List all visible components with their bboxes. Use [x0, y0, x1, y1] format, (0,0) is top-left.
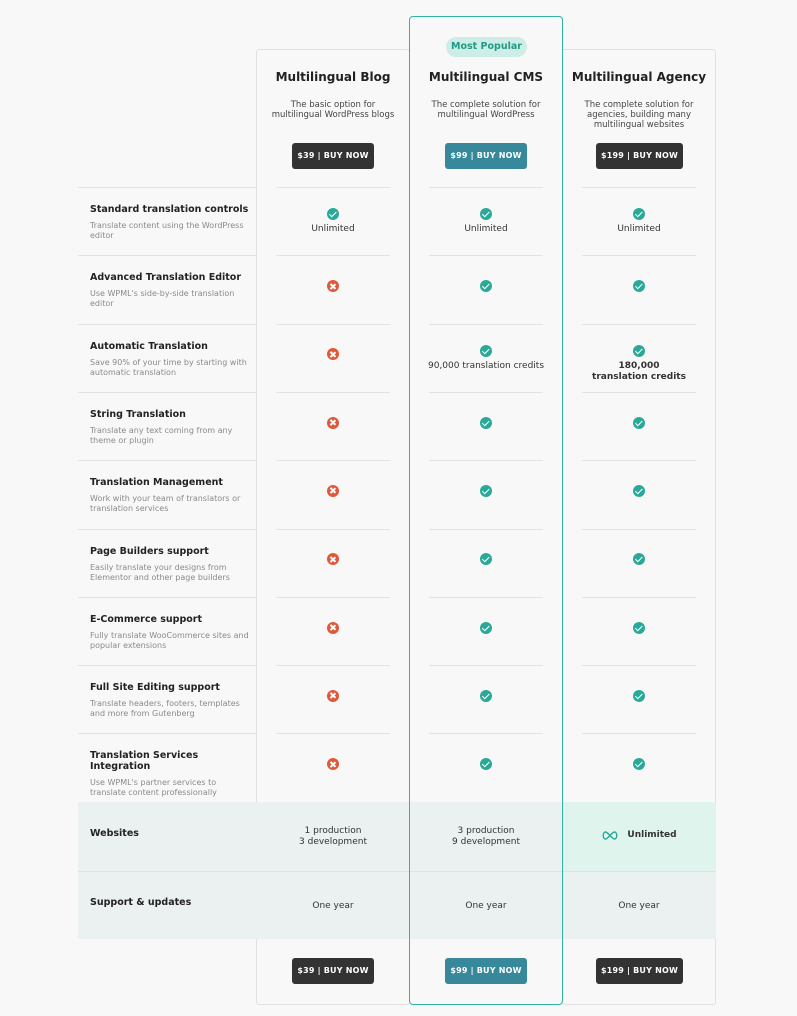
feature-cell-text: Unlimited [464, 224, 508, 234]
x-circle-icon [327, 553, 339, 565]
feature-title: Full Site Editing support [90, 682, 220, 694]
check-circle-icon [633, 208, 645, 220]
feature-label [90, 409, 250, 446]
check-circle-icon [633, 280, 645, 292]
feature-label [90, 341, 250, 378]
row-divider [78, 187, 256, 188]
feature-label [90, 614, 250, 651]
check-circle-icon [633, 622, 645, 634]
buy-button-blog-bottom[interactable]: $39 | BUY NOW [292, 958, 374, 984]
feature-label [90, 477, 250, 514]
feature-title: Standard translation controls [90, 204, 249, 215]
feature-cell [256, 553, 410, 565]
feature-cell-text: Unlimited [617, 224, 661, 234]
websites-value-cms: 3 production 9 development [452, 826, 520, 847]
row-divider [78, 733, 256, 734]
row-divider [78, 665, 256, 666]
plan-description: The complete solution for agencies, building many multilingual websites [584, 100, 694, 130]
check-circle-icon [633, 553, 645, 565]
feature-cell [562, 758, 716, 770]
websites-value-blog: 1 production 3 development [299, 826, 367, 847]
plan-title: Multilingual CMS [428, 70, 544, 84]
infinity-icon [601, 831, 619, 840]
row-divider [276, 460, 390, 461]
row-divider [78, 392, 256, 393]
row-divider [276, 529, 390, 530]
row-divider [78, 597, 256, 598]
buy-button-cms-bottom[interactable]: $99 | BUY NOW [445, 958, 527, 984]
x-circle-icon [327, 690, 339, 702]
row-divider [276, 187, 390, 188]
buy-button-cms[interactable]: $99 | BUY NOW [445, 143, 527, 169]
check-circle-icon [327, 208, 339, 220]
feature-description: Use WPML's side-by-side translation editor [90, 289, 235, 309]
feature-cell [256, 690, 410, 702]
feature-cell [562, 280, 716, 292]
feature-cell [562, 345, 716, 383]
row-divider [276, 255, 390, 256]
row-divider [276, 392, 390, 393]
row-divider [582, 392, 696, 393]
feature-title: E-Commerce support [90, 613, 203, 625]
row-divider [276, 733, 390, 734]
feature-description: Fully translate WooCommerce sites and popular extensions [90, 630, 249, 650]
plan-description: The basic option for multilingual WordPress blogs [271, 100, 395, 120]
row-divider [582, 665, 696, 666]
x-circle-icon [327, 485, 339, 497]
feature-cell [256, 417, 410, 429]
x-circle-icon [327, 417, 339, 429]
support-value-blog: One year [312, 901, 354, 911]
feature-title: Page Builders support [90, 545, 209, 557]
feature-cell [256, 280, 410, 292]
x-circle-icon [327, 758, 339, 770]
feature-cell [562, 417, 716, 429]
row-divider [582, 324, 696, 325]
row-divider [78, 324, 256, 325]
check-circle-icon [633, 690, 645, 702]
feature-cell-text: 90,000 translation credits [427, 360, 545, 371]
feature-cell [256, 348, 410, 360]
feature-description: Translate headers, footers, templates and more from Gutenberg [90, 699, 240, 719]
buy-button-agency[interactable]: $199 | BUY NOW [596, 143, 683, 169]
row-divider [78, 255, 256, 256]
buy-button-agency-bottom[interactable]: $199 | BUY NOW [596, 958, 683, 984]
band-divider [78, 871, 716, 872]
feature-description: Work with your team of translators or translation services [90, 494, 241, 514]
feature-cell [562, 622, 716, 634]
websites-label: Websites [90, 828, 139, 839]
feature-description: Save 90% of your time by starting with automatic translation [90, 357, 247, 377]
plan-description: The complete solution for multilingual WordPress [431, 100, 541, 120]
row-divider [582, 460, 696, 461]
check-circle-icon [633, 758, 645, 770]
x-circle-icon [327, 280, 339, 292]
feature-title: Translation Management [90, 477, 223, 489]
feature-cell-text: 180,000 translation credits [592, 360, 686, 382]
support-value-cms: One year [465, 901, 507, 911]
feature-cell [256, 485, 410, 497]
websites-value-agency: Unlimited [627, 830, 677, 840]
websites-cell-agency [562, 830, 716, 841]
plan-header-agency [562, 70, 716, 130]
support-value-agency: One year [618, 901, 660, 911]
row-divider [78, 460, 256, 461]
feature-cell [256, 622, 410, 634]
feature-cell-text: Unlimited [311, 224, 355, 234]
feature-description: Use WPML's partner services to translate content professionally [90, 778, 217, 798]
check-circle-icon [633, 485, 645, 497]
row-divider [276, 665, 390, 666]
feature-label [90, 204, 250, 241]
most-popular-badge: Most Popular [446, 37, 527, 57]
feature-description: Translate any text coming from any theme or plugin [90, 425, 233, 445]
row-divider [582, 529, 696, 530]
feature-label [90, 546, 250, 583]
plan-title: Multilingual Agency [571, 70, 707, 84]
check-circle-icon [633, 417, 645, 429]
x-circle-icon [327, 622, 339, 634]
buy-button-blog[interactable]: $39 | BUY NOW [292, 143, 374, 169]
feature-label [90, 750, 250, 798]
feature-cell [256, 208, 410, 235]
row-divider [78, 529, 256, 530]
support-label: Support & updates [90, 897, 192, 908]
feature-description: Translate content using the WordPress editor [90, 221, 244, 240]
feature-title: Automatic Translation [90, 340, 208, 352]
feature-cell [256, 758, 410, 770]
feature-label [90, 682, 250, 719]
row-divider [582, 187, 696, 188]
feature-cell [562, 553, 716, 565]
row-divider [276, 324, 390, 325]
row-divider [582, 733, 696, 734]
feature-cell [562, 690, 716, 702]
feature-title: Translation Services Integration [90, 750, 199, 773]
feature-cell [562, 485, 716, 497]
row-divider [276, 597, 390, 598]
check-circle-icon [633, 345, 645, 357]
feature-title: String Translation [90, 408, 186, 420]
row-divider [582, 255, 696, 256]
plan-header-blog [256, 70, 410, 130]
feature-label [90, 272, 250, 309]
feature-title: Advanced Translation Editor [90, 272, 242, 284]
plan-title: Multilingual Blog [275, 70, 391, 84]
row-divider [582, 597, 696, 598]
feature-cell [562, 208, 716, 235]
x-circle-icon [327, 348, 339, 360]
feature-description: Easily translate your designs from Elementor and other page builders [90, 562, 230, 582]
